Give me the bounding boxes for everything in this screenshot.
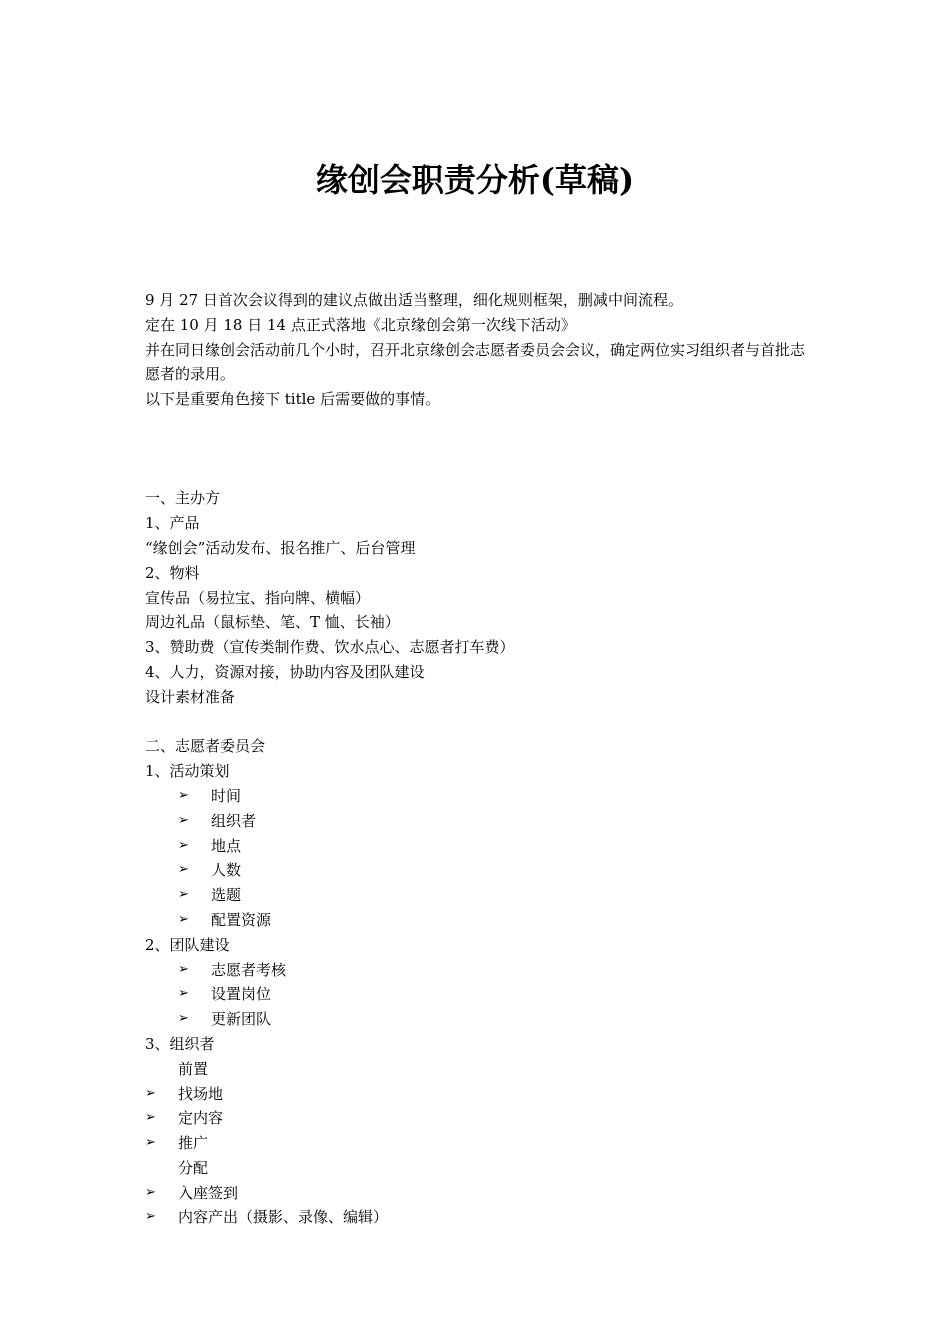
list-item: [145, 1181, 815, 1206]
list-item-label: 推广: [178, 1134, 209, 1153]
arrow-bullet-icon: ➢: [145, 1184, 156, 1200]
list-item: [145, 1131, 815, 1156]
section1-item: 周边礼品（鼠标垫、笔、T 恤、长袖）: [145, 613, 400, 632]
arrow-bullet-icon: ➢: [178, 812, 189, 828]
intro-line-1: 9 月 27 日首次会议得到的建议点做出适当整理，细化规则框架，删减中间流程。: [145, 291, 683, 309]
list-item: [145, 809, 815, 834]
pre-label: 前置: [178, 1059, 209, 1078]
section1-item: 宣传品（易拉宝、指向牌、横幅）: [145, 588, 371, 607]
list-item-label: 入座签到: [178, 1183, 239, 1202]
intro-line-3: 并在同日缘创会活动前几个小时，召开北京缘创会志愿者委员会会议，确定两位实习组织者与首批志愿者的录用。: [145, 340, 806, 384]
arrow-bullet-icon: ➢: [145, 1209, 156, 1225]
spacer: [145, 462, 815, 487]
arrow-bullet-icon: ➢: [145, 1135, 156, 1151]
document-title: 缘创会职责分析(草稿): [315, 161, 635, 199]
arrow-bullet-icon: ➢: [178, 911, 189, 927]
section1-item: 4、人力，资源对接，协助内容及团队建设: [145, 662, 425, 681]
arrow-bullet-icon: ➢: [178, 961, 189, 977]
list-item-label: 地点: [211, 836, 242, 855]
list-item: [145, 858, 815, 883]
list-item: [145, 1205, 815, 1230]
section-heading-volunteer-committee: 二、志愿者委员会: [145, 737, 266, 756]
list-item-label: 更新团队: [211, 1010, 272, 1029]
list-item-label: 设置岗位: [211, 985, 272, 1004]
arrow-bullet-icon: ➢: [178, 1011, 189, 1027]
list-item: [145, 982, 815, 1007]
list-item: [145, 834, 815, 859]
assign-label: 分配: [178, 1158, 209, 1177]
list-item-label: 志愿者考核: [211, 960, 287, 979]
planning-label: 1、活动策划: [145, 762, 230, 781]
list-item: [145, 1082, 815, 1107]
arrow-bullet-icon: ➢: [178, 837, 189, 853]
arrow-bullet-icon: ➢: [178, 986, 189, 1002]
list-item-label: 人数: [211, 861, 242, 880]
intro-line-4: 以下是重要角色接下 title 后需要做的事情。: [145, 390, 441, 409]
list-item: [145, 1007, 815, 1032]
section1-item: 1、产品: [145, 514, 200, 533]
list-item: [145, 908, 815, 933]
arrow-bullet-icon: ➢: [178, 787, 189, 803]
document-body: [145, 288, 815, 1230]
arrow-bullet-icon: ➢: [178, 862, 189, 878]
section1-item: “缘创会”活动发布、报名推广、后台管理: [145, 538, 416, 557]
list-item-label: 内容产出（摄影、录像、编辑）: [178, 1208, 389, 1227]
list-item: [145, 883, 815, 908]
spacer: [145, 412, 815, 462]
section1-item: 2、物料: [145, 563, 200, 582]
arrow-bullet-icon: ➢: [145, 1110, 156, 1126]
list-item-label: 时间: [211, 786, 242, 805]
list-item-label: 配置资源: [211, 910, 272, 929]
organizer-label: 3、组织者: [145, 1034, 215, 1053]
section1-item: 设计素材准备: [145, 687, 236, 706]
arrow-bullet-icon: ➢: [178, 887, 189, 903]
list-item-label: 找场地: [178, 1084, 224, 1103]
team-label: 2、团队建设: [145, 935, 230, 954]
list-item: [145, 958, 815, 983]
list-item: [145, 784, 815, 809]
list-item-label: 组织者: [211, 811, 257, 830]
section-heading-organizer: 一、主办方: [145, 489, 221, 508]
spacer: [145, 710, 815, 735]
intro-line-2: 定在 10 月 18 日 14 点正式落地《北京缘创会第一次线下活动》: [145, 315, 576, 334]
section1-item: 3、赞助费（宣传类制作费、饮水点心、志愿者打车费）: [145, 638, 515, 657]
list-item: [145, 1106, 815, 1131]
arrow-bullet-icon: ➢: [145, 1085, 156, 1101]
list-item-label: 选题: [211, 886, 242, 905]
list-item-label: 定内容: [178, 1109, 224, 1128]
